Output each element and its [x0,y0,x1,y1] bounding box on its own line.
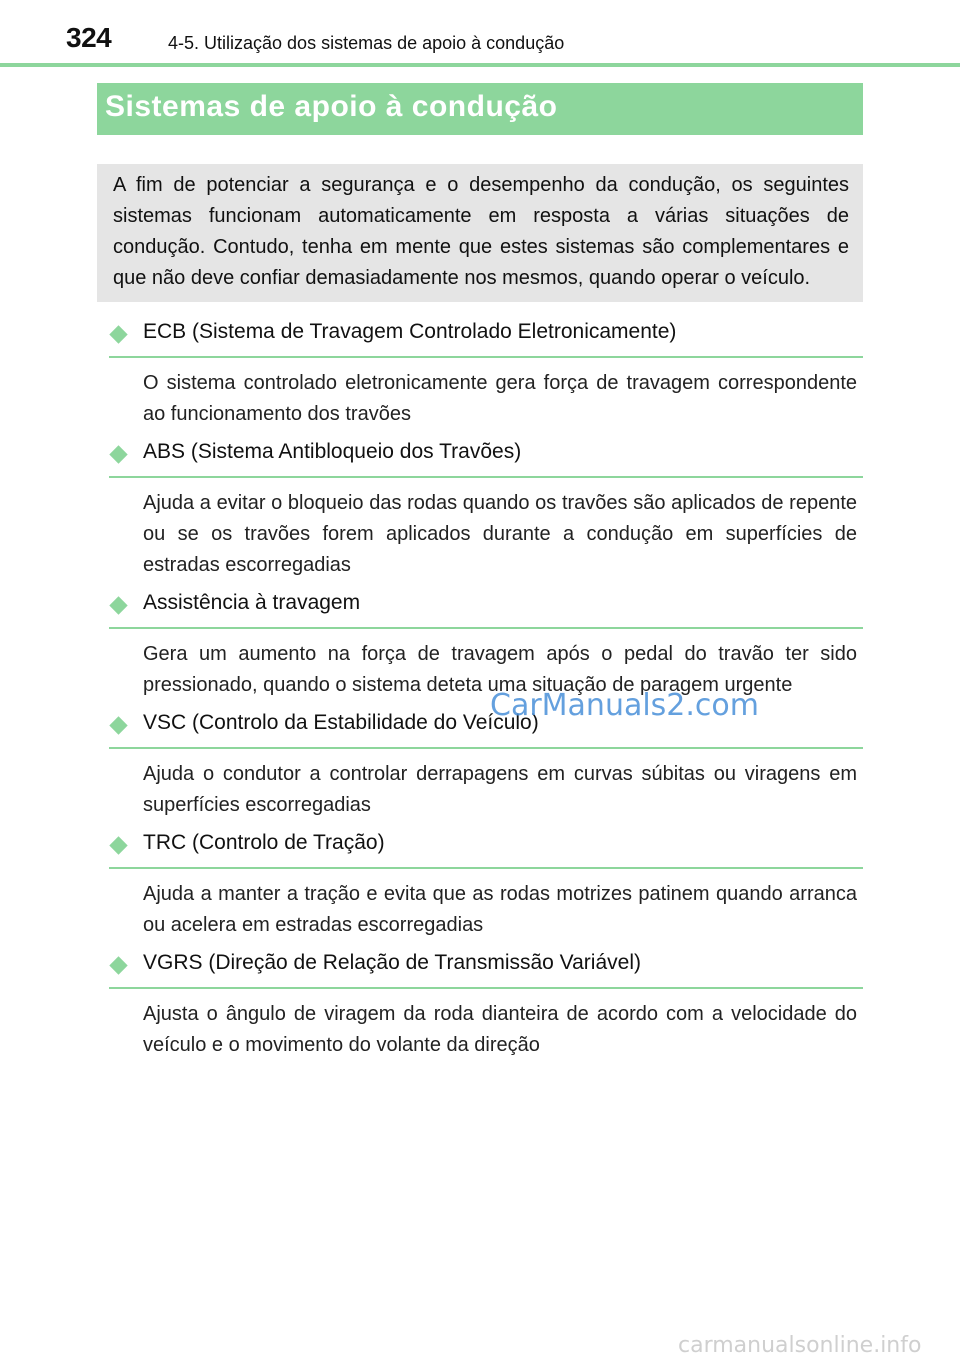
diamond-bullet-icon [109,956,127,974]
section-title-bar [97,83,863,135]
page-title: Sistemas de apoio à condução [105,90,558,123]
section-heading [109,436,863,478]
section-heading [109,827,863,869]
section-body: Ajusta o ângulo de viragem da roda dianteira de acordo com a velocidade do veículo e o movimento do volante da direção [143,1003,857,1056]
section-abs [109,436,863,581]
section-vgrs [109,947,863,1061]
section-ecb [109,316,863,430]
footer-watermark: carmanualsonline.info [678,1333,922,1358]
section-body: Ajuda a evitar o bloqueio das rodas quando os travões são aplicados de repente ou se os travões forem aplicados durante a condução em superfícies de estradas escorregadias [143,492,857,576]
diamond-bullet-icon [109,325,127,343]
diamond-bullet-icon [109,716,127,734]
diamond-bullet-icon [109,445,127,463]
section-body: O sistema controlado eletronicamente gera força de travagem correspondente ao funcionamento dos travões [143,372,857,425]
section-trc [109,827,863,941]
page-number: 324 [66,22,112,53]
section-title: VGRS (Direção de Relação de Transmissão Variável) [143,951,641,974]
watermark-text: CarManuals2.com [490,688,760,723]
chapter-title: 4-5. Utilização dos sistemas de apoio à condução [168,33,565,53]
page-header [0,0,960,68]
section-title: Assistência à travagem [143,591,361,614]
section-vsc [109,707,863,821]
section-body: Gera um aumento na força de travagem após o pedal do travão ter sido pressionado, quando o sistema deteta uma situação de paragem urgente [143,643,857,696]
diamond-bullet-icon [109,836,127,854]
section-body: Ajuda a manter a tração e evita que as rodas motrizes patinem quando arranca ou acelera em estradas escorregadias [143,883,857,936]
section-body: Ajuda o condutor a controlar derrapagens em curvas súbitas ou viragens em superfícies escorregadias [143,763,857,816]
intro-box [97,164,863,302]
section-heading [109,316,863,358]
section-title: ECB (Sistema de Travagem Controlado Eletronicamente) [143,320,677,343]
section-title: ABS (Sistema Antibloqueio dos Travões) [143,440,522,463]
section-heading [109,947,863,989]
section-heading [109,587,863,629]
intro-text: A fim de potenciar a segurança e o desempenho da condução, os seguintes sistemas funcionam automaticamente em resposta a várias situações de condução. Contudo, tenha em mente que estes sistemas são complementares e que não deve confiar demasiadamente nos mesmos, quando operar o veículo. [113,174,849,289]
header-rule [0,63,960,67]
diamond-bullet-icon [109,596,127,614]
section-title: TRC (Controlo de Tração) [143,831,385,854]
section-title: VSC (Controlo da Estabilidade do Veículo) [143,711,539,734]
section-brake-assist [109,587,863,701]
